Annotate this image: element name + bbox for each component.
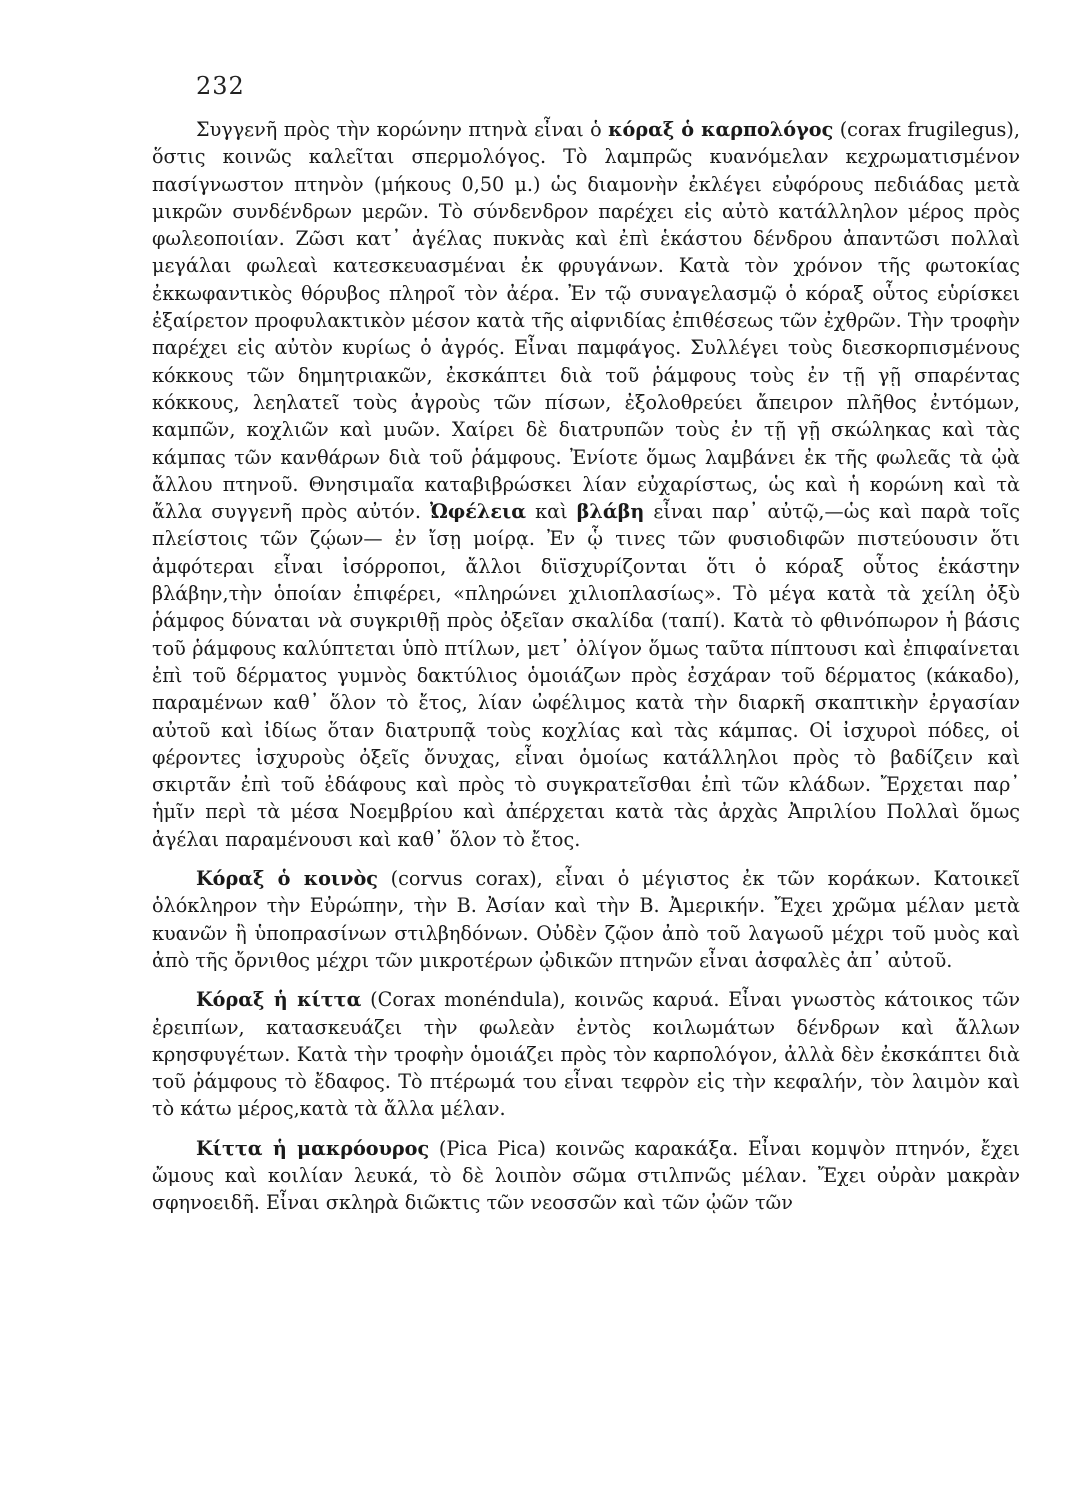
text-segment: (Corax monéndula), κοινῶς καρυά. Εἶναι γνωστὸς κάτοικος τῶν ἐρειπίων, κατασκευάζει τὴν φωλεὰν ἐντὸς κοιλωμάτων δένδρων καὶ ἄλλων κρησφυγέτων. Κατὰ τὴν τροφὴν ὁμοιάζει πρὸς τὸν καρπολόγον, ἀλλὰ δὲν ἐκσκάπτει διὰ τοῦ ῥάμφους τὸ ἔδαφος. Τὸ πτέρωμά του εἶναι τεφρὸν εἰς τὴν κεφαλήν, τὸν λαιμὸν καὶ τὸ κάτω μέρος,κατὰ τὰ ἄλλα μέλαν.: [152, 988, 1020, 1121]
text-segment: καὶ: [526, 500, 577, 524]
text-segment: Συγγενῆ πρὸς τὴν κορώνην πτηνὰ εἶναι ὁ: [196, 118, 609, 141]
heading-korax-karpologos: κόραξ ὁ καρπολόγος: [608, 118, 834, 141]
heading-kitta-makroouros: Κίττα ἡ μακρόουρος: [196, 1136, 430, 1160]
paragraph-korax-koinos: [152, 865, 1020, 974]
paragraph-korax-kitta: [152, 986, 1020, 1122]
term-vlavi: βλάβη: [576, 500, 645, 524]
page-number: 232: [196, 72, 245, 100]
heading-korax-koinos: Κόραξ ὁ κοινὸς: [196, 867, 378, 891]
heading-korax-kitta: Κόραξ ἡ κίττα: [196, 988, 362, 1012]
body-text: [152, 116, 1020, 1217]
text-segment: (corvus corax), εἶναι ὁ μέγιστος ἐκ τῶν κοράκων. Κατοικεῖ ὁλόκληρον τὴν Εὐρώπην, τὴν Β. Ἀσίαν καὶ τὴν Β. Ἀμερικήν. Ἔχει χρῶμα μέλαν μετὰ κυανῶν ἢ ὑποπρασίνων στιλβηδόνων. Οὐδὲν ζῷον ἀπὸ τοῦ λαγωοῦ μέχρι τοῦ μυὸς καὶ ἀπὸ τῆς ὄρνιθος μέχρι τῶν μικροτέρων ᾠδικῶν πτηνῶν εἶναι ἀσφαλὲς ἀπ᾽ αὐτοῦ.: [152, 867, 1020, 972]
text-segment: εἶναι παρ᾽ αὐτῷ,—ὡς καὶ παρὰ τοῖς πλείστοις τῶν ζῴων— ἐν ἴσῃ μοίρᾳ. Ἐν ᾧ τινες τῶν φυσιοδιφῶν πιστεύουσιν ὅτι ἀμφότεραι εἶναι ἰσόρροποι, ἄλλοι διϊσχυρίζονται ὅτι ὁ κόραξ οὗτος ἑκάστην βλάβην,τὴν ὁποίαν ἐπιφέρει, «πληρώνει χιλιοπλασίως». Τὸ μέγα κατὰ τὰ χείλη ὀξὺ ῥάμφος δύναται νὰ συγκριθῇ πρὸς ὀξεῖαν σκαλίδα (ταπί). Κατὰ τὸ φθινόπωρον ἡ βάσις τοῦ ῥάμφους καλύπτεται ὑπὸ πτίλων, μετ᾽ ὀλίγον ὅμως ταῦτα πίπτουσι καὶ ἐπιφαίνεται ἐπὶ τοῦ δέρματος γυμνὸς δακτύλιος ὁμοιάζων πρὸς ἐσχάραν τοῦ δέρματος (κάκαδο), παραμένων καθ᾽ ὅλον τὸ ἔτος, λίαν ὠφέλιμος κατὰ τὴν διαρκῆ σκαπτικὴν ἐργασίαν αὐτοῦ καὶ ἰδίως ὅταν διατρυπᾷ τοὺς κοχλίας καὶ τὰς κάμπας. Οἱ ἰσχυροὶ πόδες, οἱ φέροντες ἰσχυροὺς ὀξεῖς ὄνυχας, εἶναι ὁμοίως κατάλληλοι πρὸς τὸ βαδίζειν καὶ σκιρτᾶν ἐπὶ τοῦ ἐδάφους καὶ πρὸς τὸ συγκρατεῖσθαι ἐπὶ τῶν κλάδων. Ἔρχεται παρ᾽ ἡμῖν περὶ τὰ μέσα Νοεμβρίου καὶ ἀπέρχεται κατὰ τὰς ἀρχὰς Ἀπριλίου Πολλαὶ ὅμως ἀγέλαι παραμένουσι καὶ καθ᾽ ὅλον τὸ ἔτος.: [152, 500, 1021, 851]
term-ofeleia: Ὠφέλεια: [430, 500, 527, 524]
paragraph-korax-karpologos: [152, 116, 1020, 853]
text-segment: (Pica Pica) κοινῶς καρακάξα. Εἶναι κομψὸν πτηνόν, ἔχει ὤμους καὶ κοιλίαν λευκά, τὸ δὲ λοιπὸν σῶμα στιλπνῶς μέλαν. Ἔχει οὐρὰν μακρὰν σφηνοειδῆ. Εἶναι σκληρὰ διῶκτις τῶν νεοσσῶν καὶ τῶν ᾠῶν τῶν: [152, 1136, 1020, 1215]
text-segment: (corax frugilegus), ὅστις κοινῶς καλεῖται σπερμολόγος. Τὸ λαμπρῶς κυανόμελαν κεχρωματισμένον πασίγνωστον πτηνὸν (μήκους 0,50 μ.) ὡς διαμονὴν ἐκλέγει εὐφόρους πεδιάδας μετὰ μικρῶν συνδένδρων μερῶν. Τὸ σύνδενδρον παρέχει εἰς αὐτὸ κατάλληλον μέρος πρὸς φωλεοποιίαν. Ζῶσι κατ᾽ ἀγέλας πυκνὰς καὶ ἐπὶ ἑκάστου δένδρου ἀπαντῶσι πολλαὶ μεγάλαι φωλεαὶ κατεσκευασμέναι ἐκ φρυγάνων. Κατὰ τὸν χρόνον τῆς φωτοκίας ἐκκωφαντικὸς θόρυβος πληροῖ τὸν ἀέρα. Ἐν τῷ συναγελασμῷ ὁ κόραξ οὗτος εὑρίσκει ἐξαίρετον προφυλακτικὸν μέσον κατὰ τῆς αἰφνιδίας ἐπιθέσεως τῶν ἐχθρῶν. Τὴν τροφὴν παρέχει εἰς αὐτὸν κυρίως ὁ ἀγρός. Εἶναι παμφάγος. Συλλέγει τοὺς διεσκορπισμένους κόκκους τῶν δημητριακῶν, ἐκσκάπτει διὰ τοῦ ῥάμφους τοὺς ἐν τῇ γῇ σπαρέντας κόκκους, λεηλατεῖ τοὺς ἀγροὺς τῶν πίσων, ἐξολοθρεύει ἄπειρον πλῆθος ἐντόμων, καμπῶν, κοχλιῶν καὶ μυῶν. Χαίρει δὲ διατρυπῶν τοὺς ἐν τῇ γῇ σκώληκας καὶ τὰς κάμπας τῶν κανθάρων διὰ τοῦ ῥάμφους. Ἐνίοτε ὅμως λαμβάνει ἐκ τῆς φωλεᾶς τὰ ᾠὰ ἄλλου πτηνοῦ. Θνησιμαῖα καταβιβρώσκει λίαν εὐχαρίστως, ὡς καὶ ἡ κορώνη καὶ τὰ ἄλλα συγγενῆ πρὸς αὐτόν.: [152, 118, 1020, 524]
paragraph-kitta-makroouros: [152, 1135, 1020, 1217]
